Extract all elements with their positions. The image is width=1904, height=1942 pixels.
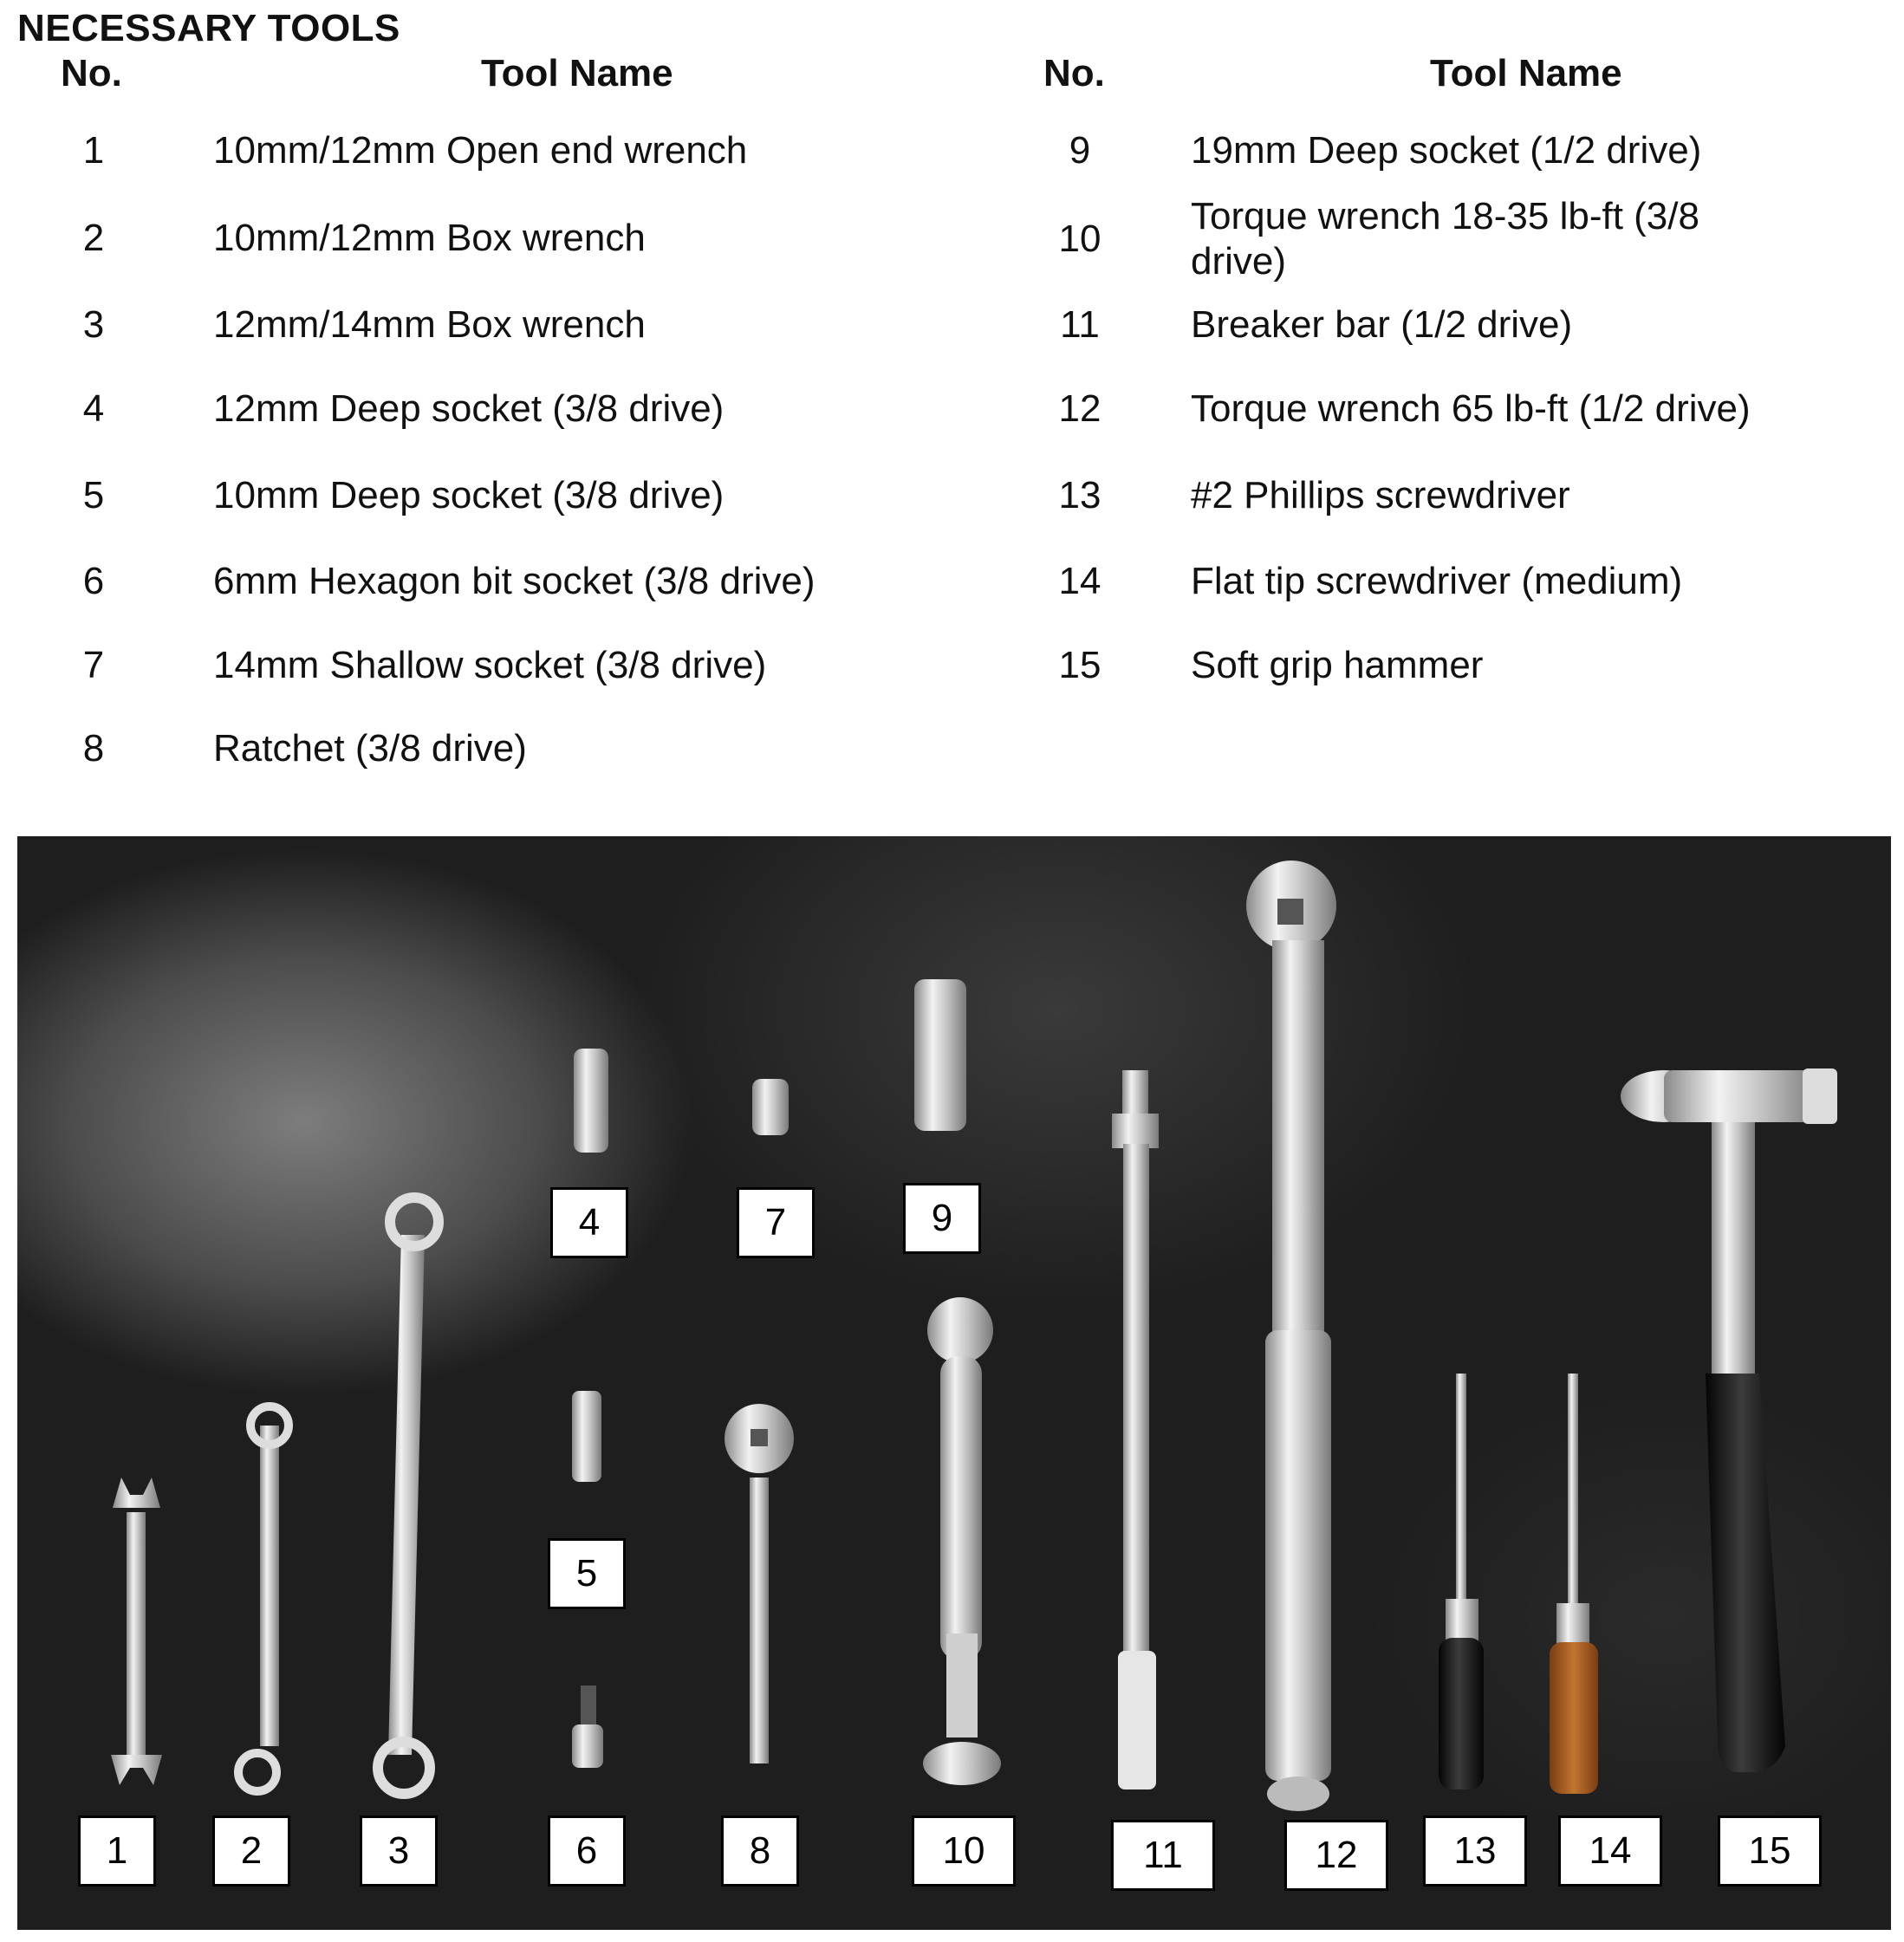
photo-label: 4 [550,1187,628,1258]
photo-label: 1 [78,1815,156,1887]
left-tool-name-header: Tool Name [481,52,673,94]
tools-illustration [17,836,1891,1930]
torque-wrench-large-illustration [1246,861,1336,1811]
tool-number: 9 [1069,129,1091,172]
left-no-header: No. [61,52,122,94]
deep-socket-19mm-illustration [914,979,966,1131]
deep-socket-10mm-illustration [572,1391,601,1482]
shallow-socket-14mm-illustration [752,1079,789,1135]
photo-label: 12 [1284,1820,1388,1891]
tool-name: Torque wrench 65 lb-ft (1/2 drive) [1191,387,1751,430]
tool-number: 4 [82,387,105,430]
tool-number: 7 [82,644,105,686]
tool-name: 10mm/12mm Open end wrench [213,129,748,172]
tool-name: Ratchet (3/8 drive) [213,727,527,770]
tool-number: 3 [82,303,105,346]
hammer-illustration [1621,1068,1837,1772]
right-no-header: No. [1043,52,1105,94]
photo-label: 3 [360,1815,438,1887]
torque-wrench-small-illustration [923,1297,1001,1785]
tool-name: 14mm Shallow socket (3/8 drive) [213,644,767,686]
tool-number: 12 [1058,387,1101,430]
ratchet-illustration [725,1404,794,1763]
photo-label: 14 [1558,1815,1662,1887]
photo-label: 10 [912,1815,1016,1887]
tool-number: 15 [1058,644,1101,686]
tool-name: #2 Phillips screwdriver [1191,474,1570,516]
tool-name: 12mm Deep socket (3/8 drive) [213,387,725,430]
tool-number: 2 [82,217,105,259]
tool-name: Torque wrench 18-35 lb-ft (3/8 drive) [1191,195,1699,283]
open-end-wrench-illustration [111,1478,162,1785]
tool-number: 11 [1060,303,1100,346]
tool-number: 13 [1058,474,1101,516]
photo-label: 5 [548,1538,626,1609]
photo-label: 6 [548,1815,626,1887]
tools-photo [17,836,1891,1930]
tool-number: 14 [1058,560,1101,602]
deep-socket-12mm-illustration [574,1049,608,1153]
photo-label: 13 [1423,1815,1527,1887]
tool-name: 6mm Hexagon bit socket (3/8 drive) [213,560,816,602]
right-tool-name-header: Tool Name [1430,52,1622,94]
hex-bit-socket-illustration [572,1685,603,1768]
tool-name: Flat tip screwdriver (medium) [1191,560,1683,602]
tool-name: 10mm/12mm Box wrench [213,217,646,259]
tool-number: 6 [82,560,105,602]
photo-label: 15 [1718,1815,1822,1887]
photo-label: 11 [1111,1820,1215,1891]
flat-screwdriver-illustration [1550,1374,1598,1794]
tool-name: Soft grip hammer [1191,644,1484,686]
photo-label: 2 [212,1815,290,1887]
tool-number: 1 [82,129,105,172]
box-wrench-12-14-illustration [378,1198,439,1794]
tool-number: 5 [82,474,105,516]
tool-name: 12mm/14mm Box wrench [213,303,646,346]
tool-number: 8 [82,727,105,770]
breaker-bar-illustration [1112,1070,1159,1789]
photo-label: 8 [721,1815,799,1887]
page-title: NECESSARY TOOLS [17,7,400,49]
phillips-screwdriver-illustration [1439,1374,1484,1789]
box-wrench-10-12-illustration [238,1406,289,1791]
photo-label: 9 [903,1183,981,1254]
tool-name: Breaker bar (1/2 drive) [1191,303,1573,346]
tool-number: 10 [1058,218,1101,260]
tool-name: 19mm Deep socket (1/2 drive) [1191,129,1702,172]
photo-label: 7 [737,1187,815,1258]
tool-name: 10mm Deep socket (3/8 drive) [213,474,725,516]
